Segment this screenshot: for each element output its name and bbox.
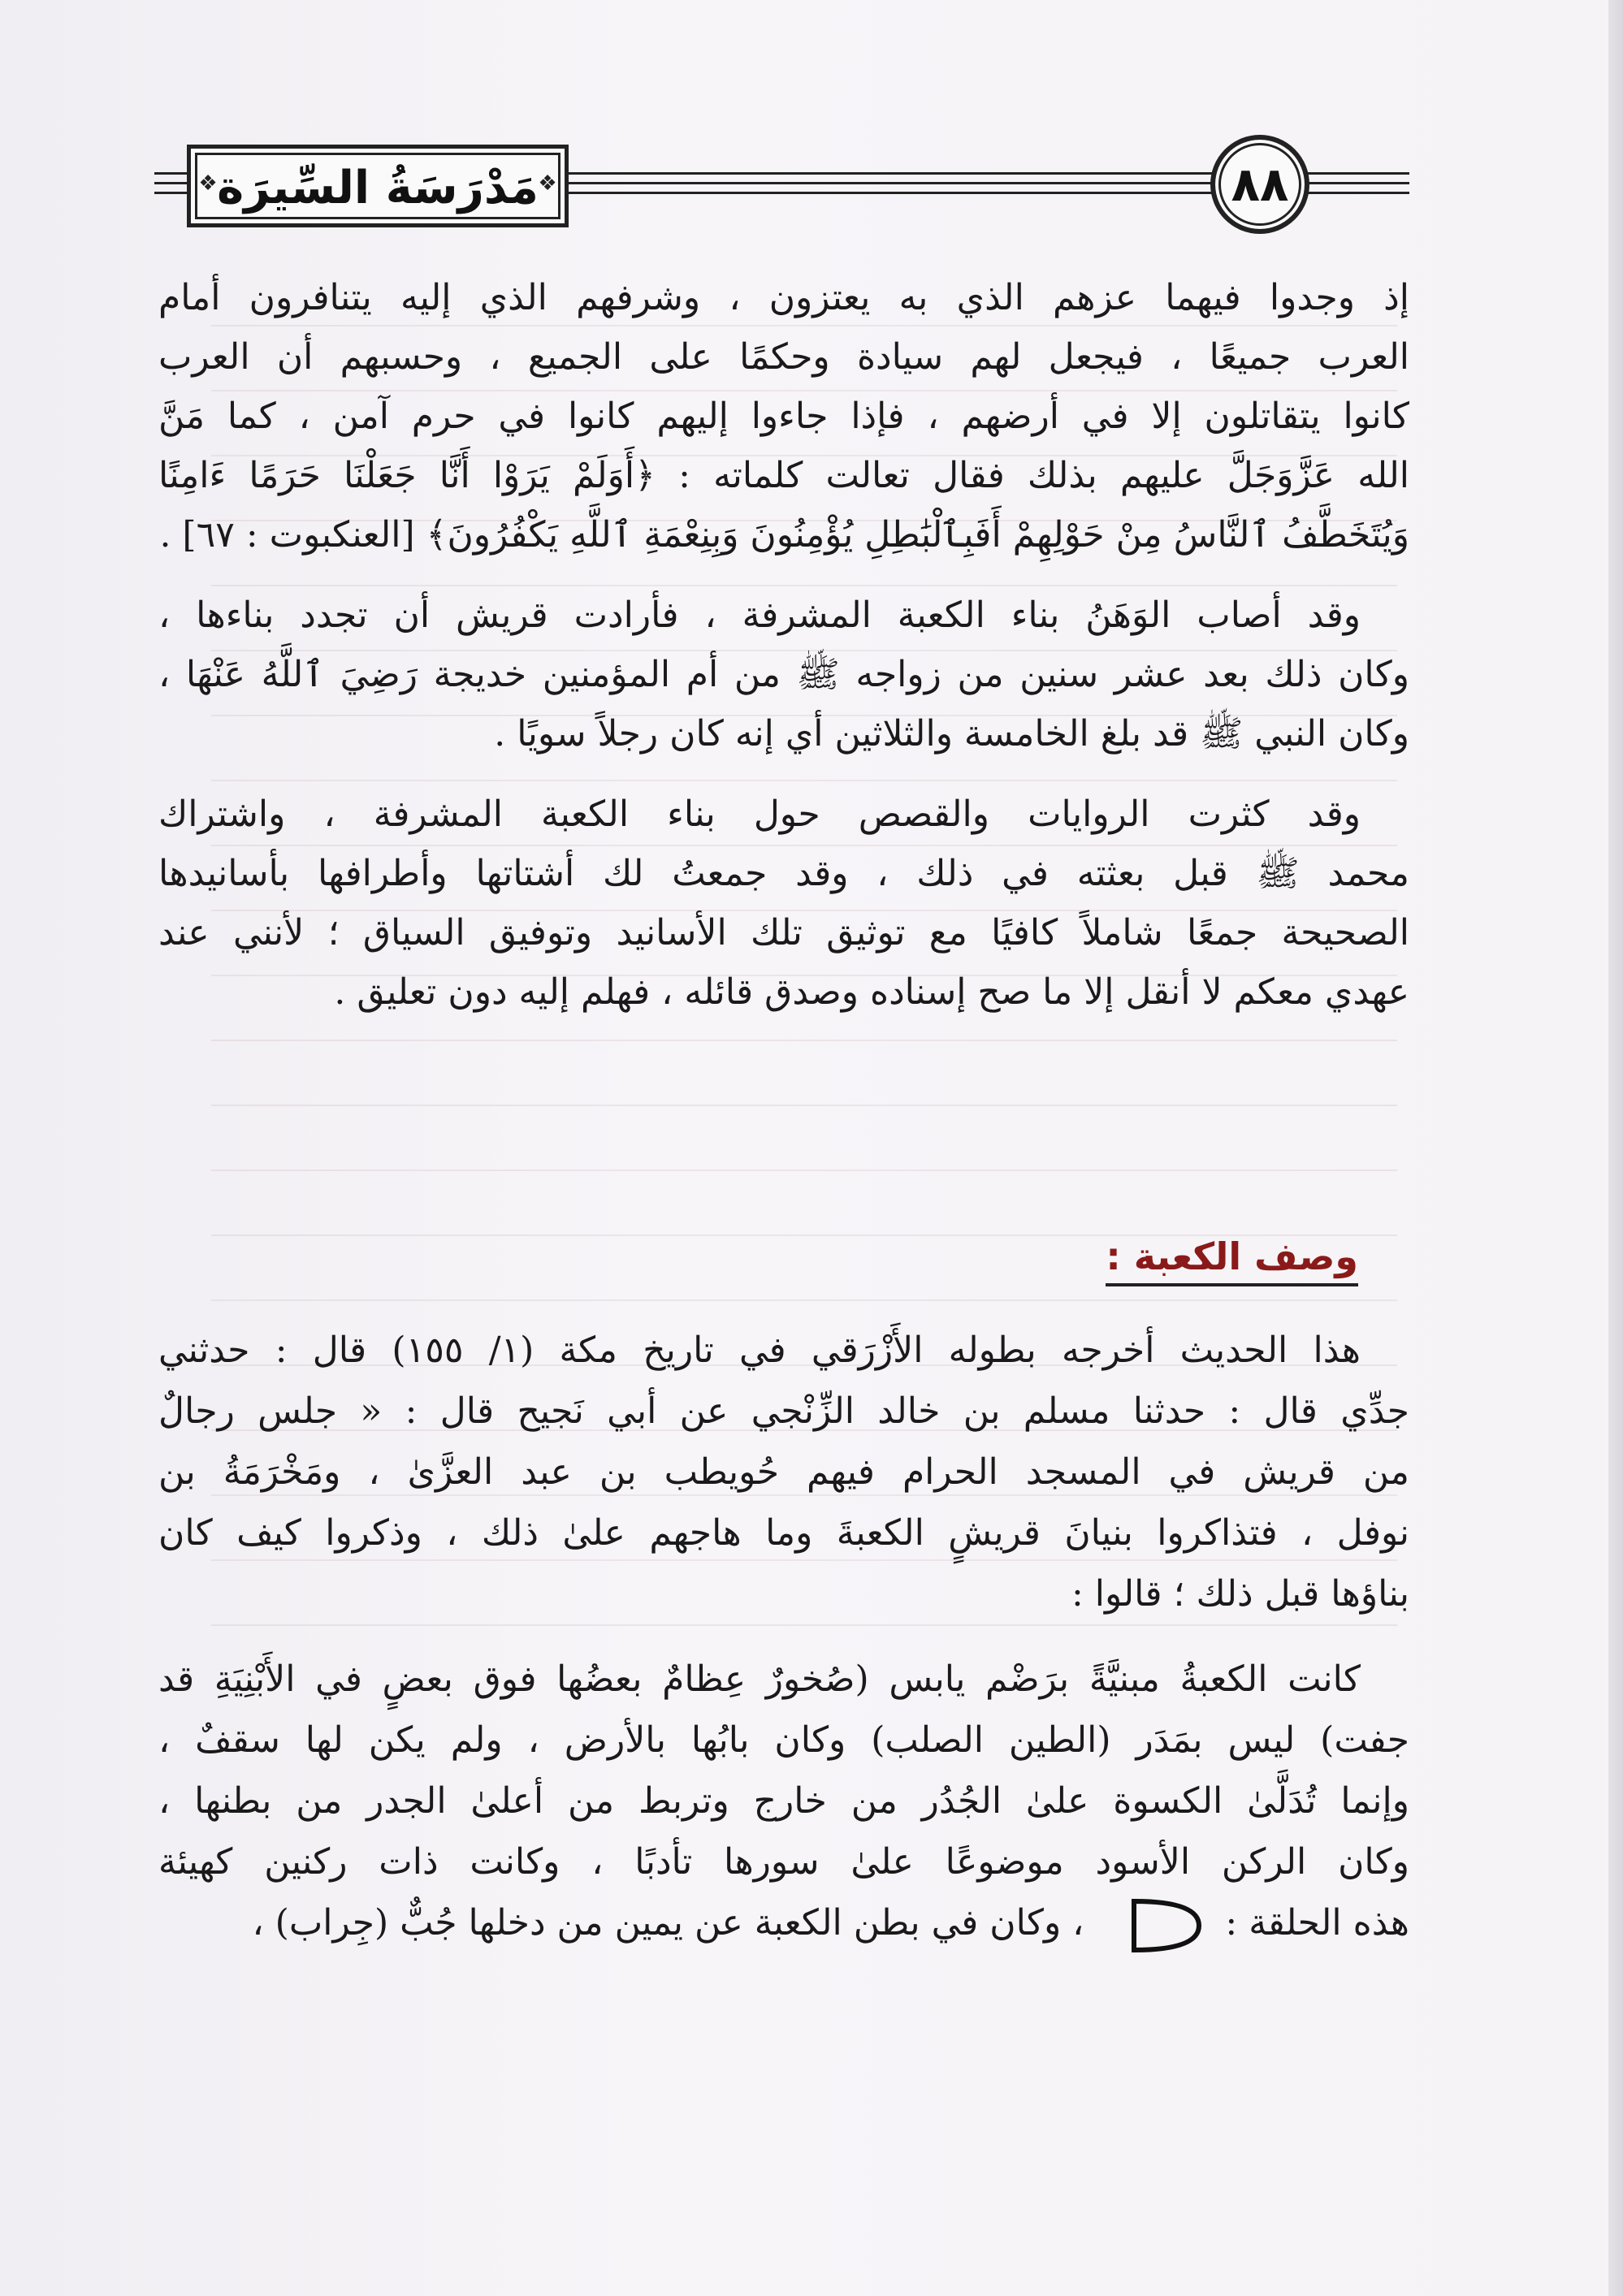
text-line: العرب جميعًا ، فيجعل لهم سيادة وحكمًا على الجميع ، وحسبهم أن العرب: [158, 336, 1409, 378]
text-line: الصحيحة جمعًا شاملاً كافيًا مع توثيق تلك الأسانيد وتوفيق السياق ؛ لأنني عند: [158, 912, 1409, 953]
text-line: وإنما تُدَلَّىٰ الكسوة علىٰ الجُدُر من خارج وتربط من أعلىٰ الجدر من بطنها ،: [158, 1780, 1409, 1822]
main-text: [158, 268, 1409, 1043]
text-line: بناؤها قبل ذلك ؛ قالوا :: [1071, 1573, 1409, 1615]
text-fragment: ، وكان في بطن الكعبة عن يمين من دخلها جُبٌّ (جِراب) ،: [252, 1902, 1084, 1944]
page-number-badge: [1210, 135, 1309, 234]
text-line: الله عَزَّوَجَلَّ عليهم بذلك فقال تعالت كلماته : ﴿أَوَلَمْ يَرَوْا أَنَّا جَعَلْنَا حَرَمًا ءَامِنًا: [158, 455, 1409, 496]
text-line: وكان النبي ﷺ قد بلغ الخامسة والثلاثين أي إنه كان رجلاً سويًا .: [494, 713, 1409, 755]
paragraph: [158, 1320, 1409, 1624]
page-number: ٨٨: [1231, 157, 1289, 212]
text-line: وقد أصاب الوَهَنُ بناء الكعبة المشرفة ، فأرادت قريش أن تجدد بناءها ،: [158, 595, 1361, 636]
text-line: إذ وجدوا فيهما عزهم الذي به يعتزون ، وشرفهم الذي إليه يتنافرون أمام: [158, 277, 1409, 318]
text-line: كانت الكعبةُ مبنيَّةً برَضْم يابس (صُخورٌ عِظامٌ بعضُها فوق بعضٍ في الأَبْنِيَةِ قد: [158, 1658, 1361, 1700]
text-line: جفت) ليس بمَدَر (الطين الصلب) وكان بابُها بالأرض ، ولم يكن لها سقفٌ ،: [158, 1719, 1409, 1761]
main-text-continued: [158, 1320, 1409, 1976]
text-line: عهدي معكم لا أنقل إلا ما صح إسناده وصدق قائله ، فهلم إليه دون تعليق .: [334, 971, 1409, 1013]
ornament-icon: ❖: [538, 171, 557, 196]
text-line: نوفل ، فتذاكروا بنيانَ قريشٍ الكعبةَ وما هاجهم علىٰ ذلك ، وذكروا كيف كان: [158, 1512, 1409, 1554]
section-heading: وصف الكعبة :: [1106, 1234, 1358, 1286]
text-line: [158, 1892, 1409, 1955]
text-line: وكان ذلك بعد عشر سنين من زواجه ﷺ من أم المؤمنين خديجة رَضِيَ ٱللَّهُ عَنْهَا ،: [158, 654, 1409, 695]
text-line: هذا الحديث أخرجه بطوله الأَزْرَقي في تاريخ مكة (١/ ١٥٥) قال : حدثني: [158, 1330, 1361, 1371]
text-line: جدِّي قال : حدثنا مسلم بن خالد الزِّنْجي عن أبي نَجيح قال : « جلس رجالٌ: [158, 1390, 1409, 1432]
quran-verse-line: وَيُتَخَطَّفُ ٱلنَّاسُ مِنْ حَوْلِهِمْ أَفَبِٱلْبَٰطِلِ يُؤْمِنُونَ وَبِنِعْمَةِ ٱللَّهِ يَكْفُرُونَ﴾ [العنكبوت : ٦٧] .: [159, 514, 1409, 556]
paragraph: [158, 586, 1409, 763]
book-title: مَدْرَسَةُ السِّيرَة: [217, 161, 539, 214]
text-line: كانوا يتقاتلون إلا في أرضهم ، فإذا جاءوا إليهم كانوا في حرم آمن ، كما مَنَّ: [158, 396, 1409, 437]
page-edge: [1608, 0, 1623, 2296]
text-line: وقد كثرت الروايات والقصص حول بناء الكعبة المشرفة ، واشتراك: [158, 793, 1361, 835]
paragraph: [158, 1649, 1409, 1955]
text-line: من قريش في المسجد الحرام فيهم حُويطب بن عبد العزَّىٰ ، ومَخْرَمَةُ بن: [158, 1451, 1409, 1493]
text-line: وكان الركن الأسود موضوعًا علىٰ سورها تأدبًا ، وكانت ذات ركنين كهيئة: [158, 1841, 1409, 1883]
text-fragment: هذه الحلقة :: [1225, 1902, 1409, 1944]
ring-shape-icon: [1101, 1896, 1207, 1955]
book-title-frame: [187, 145, 569, 227]
paragraph: [158, 785, 1409, 1022]
paragraph: [158, 268, 1409, 564]
text-line: محمد ﷺ قبل بعثته في ذلك ، وقد جمعتُ لك أشتاتها وأطرافها بأسانيدها: [158, 853, 1409, 894]
ornament-icon: ❖: [198, 171, 218, 196]
page-header: [154, 138, 1409, 227]
